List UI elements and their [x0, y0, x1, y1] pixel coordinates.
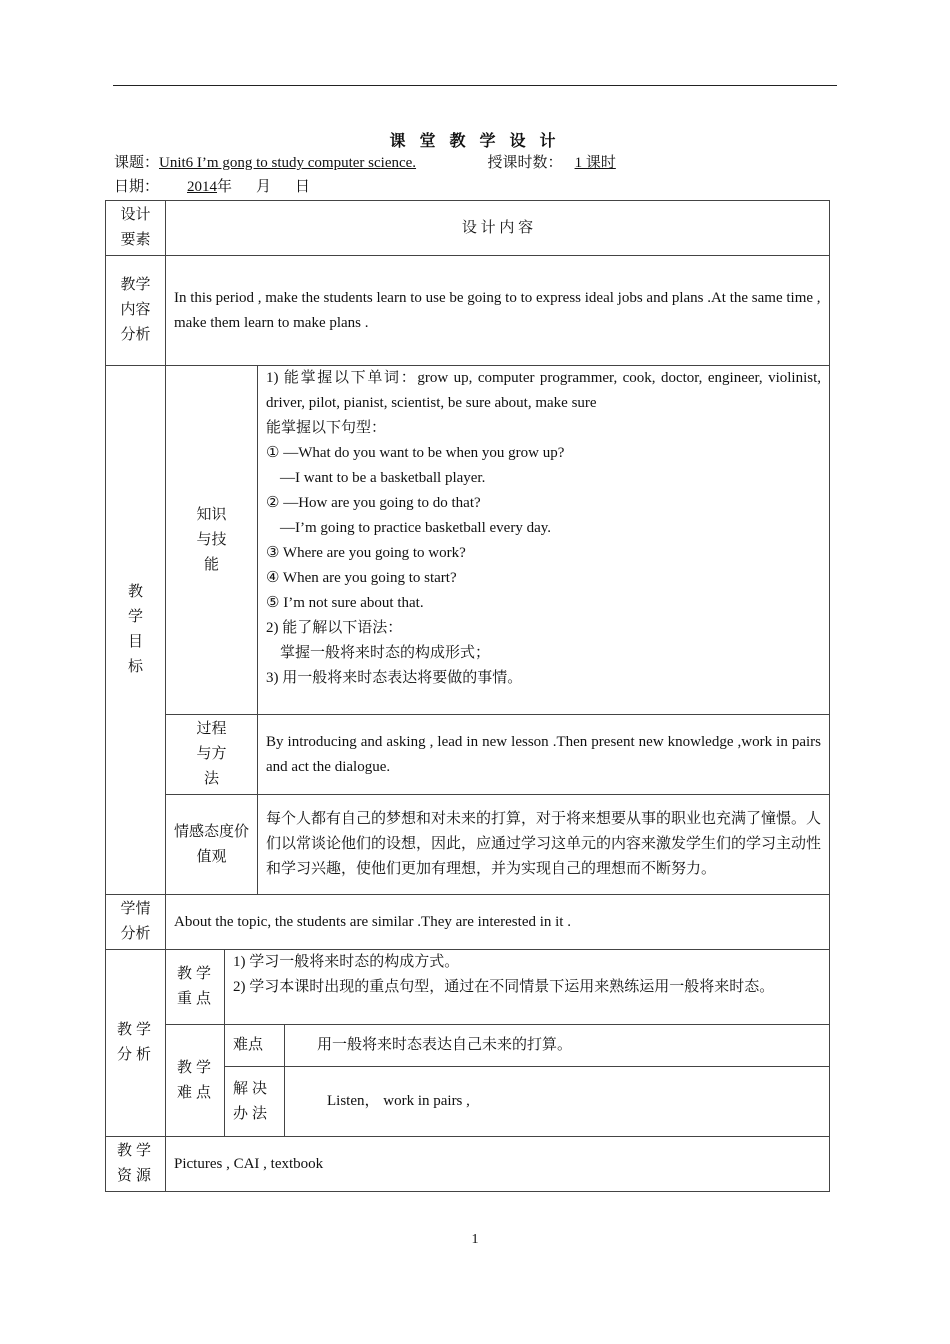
- topic-line: [114, 153, 616, 173]
- topic-value: Unit6 I’m gong to study computer science.: [159, 155, 417, 171]
- date-year: 2014: [187, 179, 218, 195]
- objectives-label: 教学目标: [106, 366, 166, 895]
- objective-item-3: 3) 用一般将来时态表达将要做的事情。: [266, 670, 523, 686]
- content-analysis-label: 教学内容分析: [106, 256, 166, 366]
- hours-value: 1 课时: [574, 155, 616, 171]
- knowledge-label: 知识与技能: [166, 366, 258, 715]
- hours-label: 授课时数：: [487, 155, 563, 171]
- process-text: By introducing and asking , lead in new lesson .Then present new knowledge ,work in pairs and act the dialogue.: [258, 715, 830, 795]
- page-number: 1: [471, 1232, 479, 1247]
- student-analysis-label: 学情分析: [106, 895, 166, 950]
- process-label: 过程与方法: [166, 715, 258, 795]
- date-month-unit: 月: [256, 179, 272, 195]
- resources-label: 教学资源: [106, 1137, 166, 1192]
- sentences-label: 能掌握以下句型：: [266, 420, 387, 436]
- difficult-label: 教学难点: [166, 1025, 225, 1137]
- sentence-3: ③ Where are you going to work?: [266, 545, 466, 561]
- header-row: [106, 201, 830, 256]
- teaching-analysis-label: 教学分析: [106, 950, 166, 1137]
- content-analysis-row: [106, 256, 830, 366]
- difficult-sub1-label: 难点: [225, 1025, 285, 1067]
- knowledge-row: [106, 366, 830, 715]
- sentence-5: ⑤ I’m not sure about that.: [266, 595, 424, 611]
- key-points-row: [106, 950, 830, 1025]
- attitude-label: 情感态度价值观: [166, 795, 258, 895]
- key-point-2: 2) 学习本课时出现的重点句型，通过在不同情景下运用来熟练运用一般将来时态。: [233, 979, 775, 995]
- sentence-1a: ① —What do you want to be when you grow up?: [266, 445, 565, 461]
- attitude-text: 每个人都有自己的梦想和对未来的打算，对于将来想要从事的职业也充满了憧憬。人们以常谈论他们的设想，因此，应通过学习这单元的内容来激发学生们的学习主动性和学习兴趣，使他们更加有理想，并为实现自己的理想而不断努力。: [258, 795, 830, 895]
- key-points-label: 教学重点: [166, 950, 225, 1025]
- process-row: [106, 715, 830, 795]
- key-point-1: 1) 学习一般将来时态的构成方式。: [233, 954, 460, 970]
- difficult-sub2-label: 解决办法: [225, 1067, 285, 1137]
- resources-row: [106, 1137, 830, 1192]
- sentence-2a: ② —How are you going to do that?: [266, 495, 481, 511]
- date-year-unit: 年: [217, 179, 233, 195]
- date-day-blank: [271, 179, 295, 195]
- key-points-content: [225, 950, 830, 1025]
- resources-text: Pictures , CAI , textbook: [166, 1137, 830, 1192]
- content-analysis-text: In this period , make the students learn to use be going to to express ideal jobs and plans .At the same time , make them learn to make plans .: [166, 256, 830, 366]
- sentence-1b: —I want to be a basketball player.: [280, 470, 486, 486]
- lesson-design-table: [105, 200, 830, 1192]
- topic-label: 课题：: [114, 155, 160, 171]
- date-label: 日期：: [114, 179, 160, 195]
- date-day-unit: 日: [295, 179, 311, 195]
- difficult-sub2-text: Listen， work in pairs ,: [285, 1067, 830, 1137]
- header-design-content: 设 计 内 容: [166, 201, 830, 256]
- grammar-text: 掌握一般将来时态的构成形式；: [280, 645, 491, 661]
- grammar-label: 2) 能了解以下语法：: [266, 620, 403, 636]
- student-analysis-text: About the topic, the students are similar .They are interested in it .: [166, 895, 830, 950]
- difficult-sub1-text: 用一般将来时态表达自己未来的打算。: [285, 1025, 830, 1067]
- knowledge-content: [258, 366, 830, 715]
- sentence-2b: —I’m going to practice basketball every day.: [280, 520, 552, 536]
- sentence-4: ④ When are you going to start?: [266, 570, 457, 586]
- date-month-blank: [232, 179, 256, 195]
- vocab-line: 1) 能掌握以下单词：grow up, computer programmer, cook, doctor, engineer, violinist, driver, pilot, pianist, scientist, be sure about, make sure: [266, 370, 822, 411]
- difficult-row-1: [106, 1025, 830, 1067]
- header-design-elements: 设计要素: [106, 201, 166, 256]
- student-analysis-row: [106, 895, 830, 950]
- document-title: 课 堂 教 学 设 计: [389, 133, 561, 150]
- date-line: [114, 177, 310, 197]
- attitude-row: [106, 795, 830, 895]
- header-rule: [113, 85, 837, 86]
